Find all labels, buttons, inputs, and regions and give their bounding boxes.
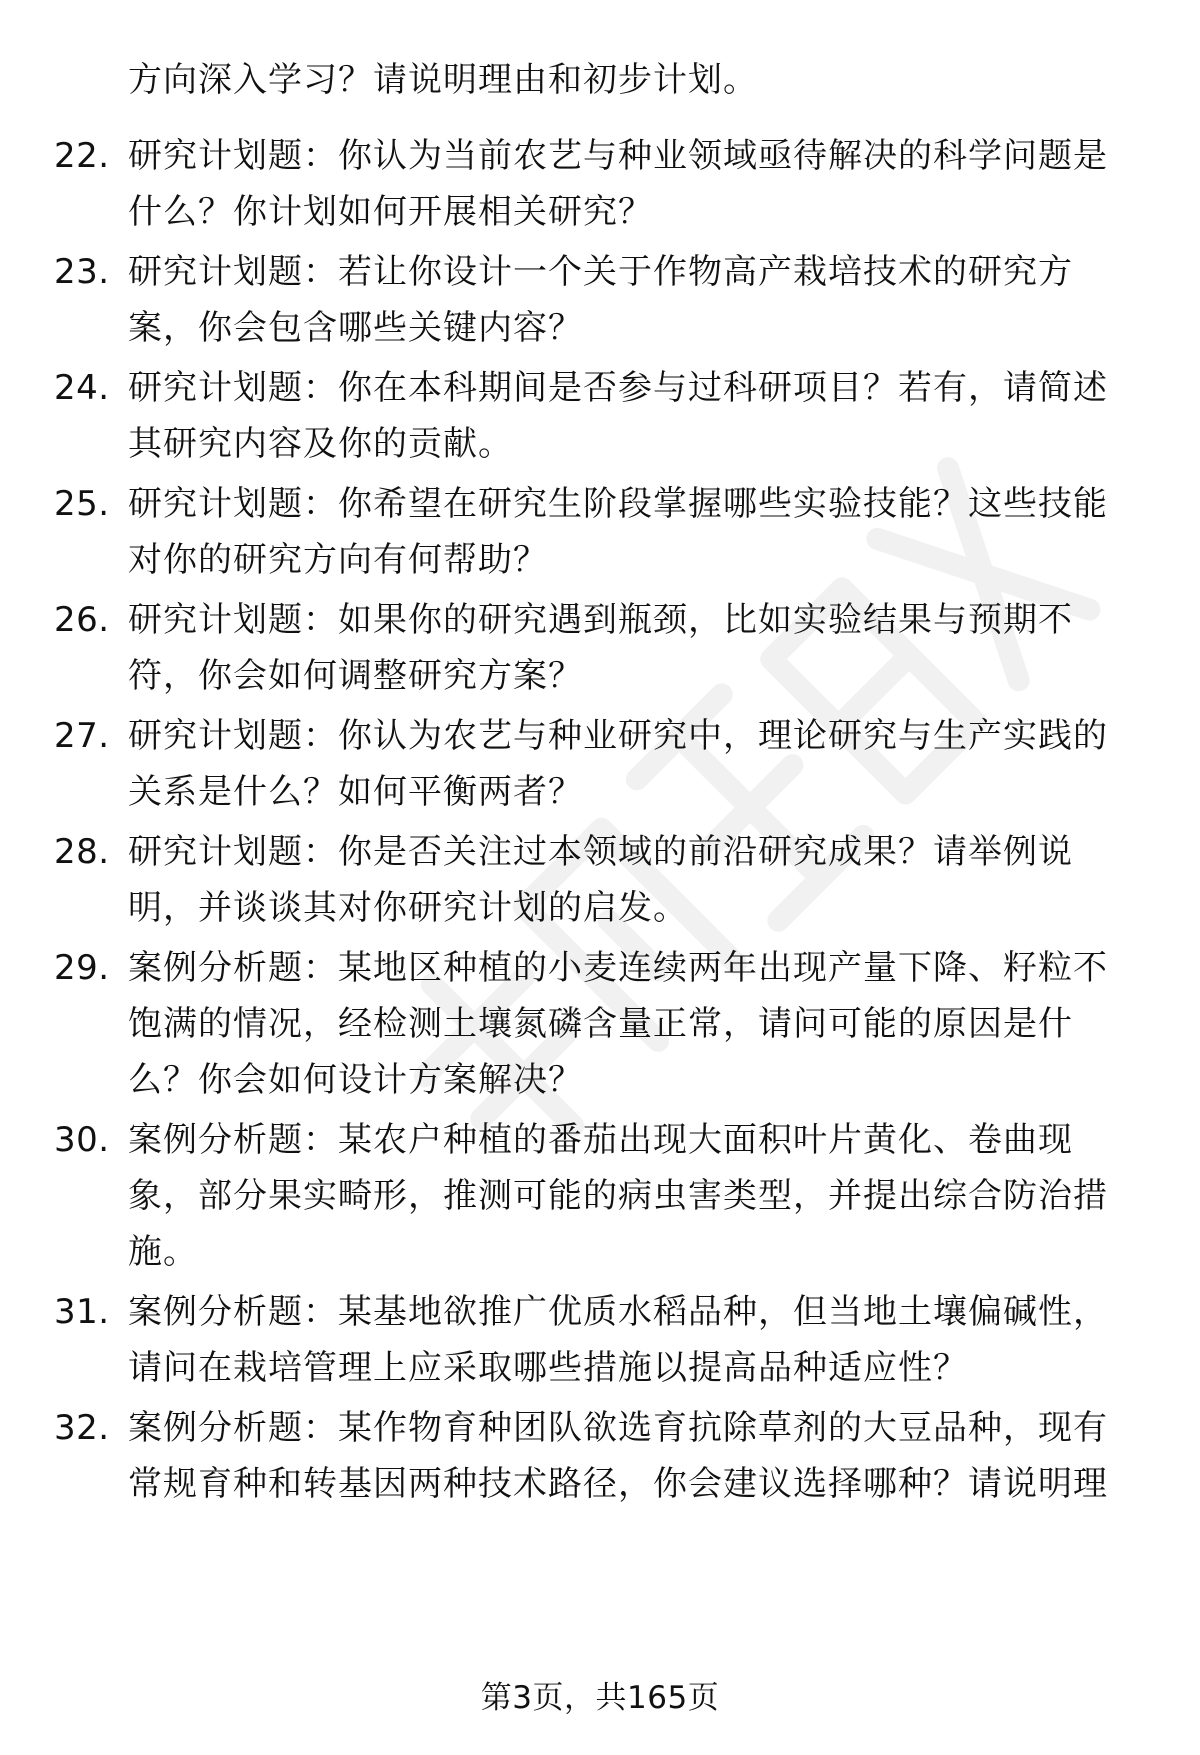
page-number-footer: 第3页，共165页 [480, 1680, 720, 1716]
item-number: 24. [54, 368, 110, 408]
item-number: 25. [54, 484, 110, 524]
item-text: 案例分析题：某基地欲推广优质水稻品种，但当地土壤偏碱性，请问在栽培管理上应采取哪些措施以提高品种适应性？ [128, 1292, 1108, 1388]
item-text: 研究计划题：若让你设计一个关于作物高产栽培技术的研究方案，你会包含哪些关键内容？ [128, 252, 1073, 348]
continued-text: 方向深入学习？请说明理由和初步计划。 [128, 60, 758, 100]
item-number: 29. [54, 948, 110, 988]
item-number: 23. [54, 252, 110, 292]
item-text: 研究计划题：你希望在研究生阶段掌握哪些实验技能？这些技能对你的研究方向有何帮助？ [128, 484, 1108, 580]
item-number: 31. [54, 1292, 110, 1332]
item-number: 22. [54, 136, 110, 176]
item-text: 研究计划题：如果你的研究遇到瓶颈，比如实验结果与预期不符，你会如何调整研究方案？ [128, 600, 1073, 696]
item-text: 案例分析题：某作物育种团队欲选育抗除草剂的大豆品种，现有常规育种和转基因两种技术路径，你会建议选择哪种？请说明理 [128, 1408, 1108, 1504]
item-number: 26. [54, 600, 110, 640]
item-text: 研究计划题：你在本科期间是否参与过科研项目？若有，请简述其研究内容及你的贡献。 [128, 368, 1108, 464]
item-text: 研究计划题：你认为当前农艺与种业领域亟待解决的科学问题是什么？你计划如何开展相关研究？ [128, 136, 1108, 232]
item-text: 研究计划题：你认为农艺与种业研究中，理论研究与生产实践的关系是什么？如何平衡两者？ [128, 716, 1108, 812]
item-number: 32. [54, 1408, 110, 1448]
item-number: 27. [54, 716, 110, 756]
item-text: 案例分析题：某农户种植的番茄出现大面积叶片黄化、卷曲现象，部分果实畸形，推测可能的病虫害类型，并提出综合防治措施。 [128, 1120, 1108, 1272]
item-number: 30. [54, 1120, 110, 1160]
item-text: 研究计划题：你是否关注过本领域的前沿研究成果？请举例说明，并谈谈其对你研究计划的启发。 [128, 832, 1073, 928]
item-text: 案例分析题：某地区种植的小麦连续两年出现产量下降、籽粒不饱满的情况，经检测土壤氮磷含量正常，请问可能的原因是什么？你会如何设计方案解决？ [128, 948, 1108, 1100]
item-number: 28. [54, 832, 110, 872]
